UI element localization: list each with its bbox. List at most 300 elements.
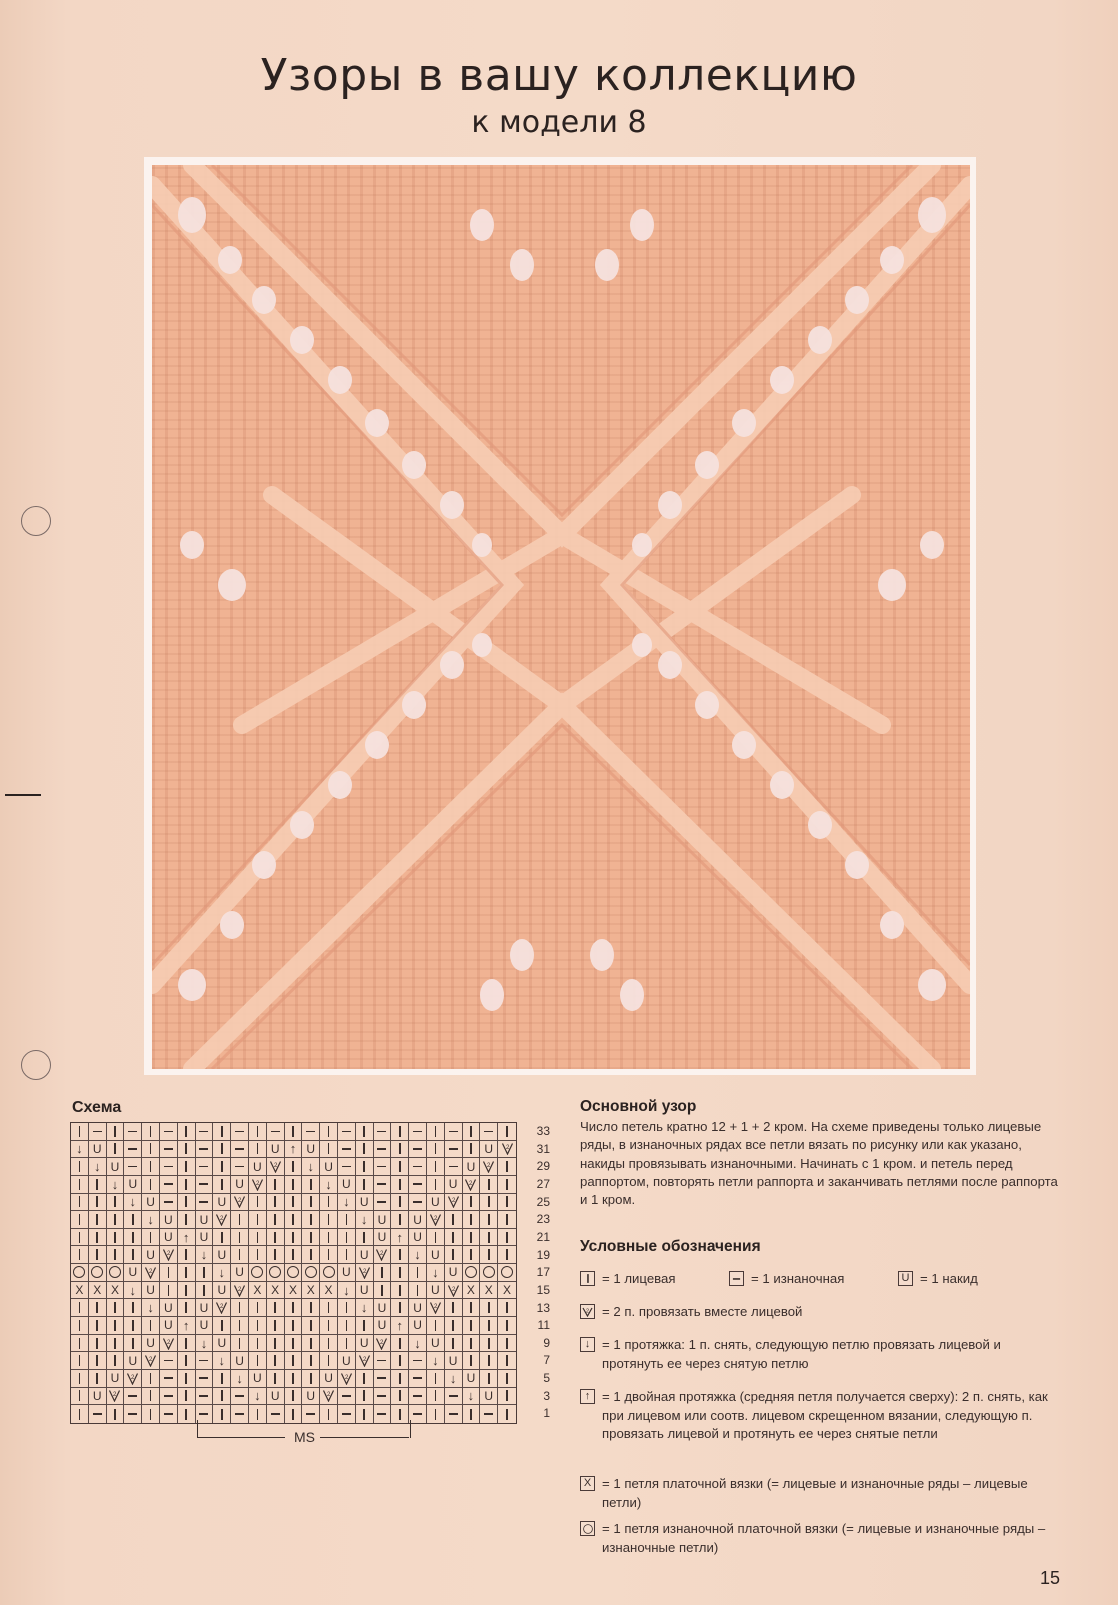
yarn-over-symbol-icon: U [898, 1271, 913, 1286]
knit-stitch-icon [320, 1246, 338, 1264]
yarn-over-icon: U [160, 1229, 178, 1247]
knit-stitch-icon [142, 1229, 160, 1247]
yarn-over-icon: U [374, 1299, 392, 1317]
yarn-over-icon: U [445, 1264, 463, 1282]
x-stitch-icon: X [249, 1282, 267, 1300]
knit-stitch-icon [445, 1211, 463, 1229]
k2tog-icon [356, 1264, 374, 1282]
knit-stitch-icon [71, 1405, 89, 1423]
svg-text:2: 2 [220, 1216, 224, 1223]
k2tog-icon [124, 1370, 142, 1388]
knit-stitch-icon [498, 1229, 516, 1247]
knit-stitch-icon [267, 1370, 285, 1388]
knit-stitch-icon [213, 1370, 231, 1388]
yarn-over-icon: U [320, 1370, 338, 1388]
knit-stitch-icon [178, 1176, 196, 1194]
knit-stitch-icon [445, 1229, 463, 1247]
purl-stitch-icon [409, 1352, 427, 1370]
knit-stitch-icon [498, 1352, 516, 1370]
yarn-over-icon: U [142, 1335, 160, 1353]
purl-stitch-icon [160, 1388, 178, 1406]
k2tog-icon [231, 1194, 249, 1212]
knit-stitch-icon [285, 1176, 303, 1194]
knit-stitch-icon [463, 1141, 481, 1159]
k2tog-icon [445, 1194, 463, 1212]
yarn-over-icon: U [213, 1282, 231, 1300]
purl-stitch-icon [89, 1123, 107, 1141]
knit-stitch-icon [498, 1388, 516, 1406]
knit-stitch-icon [124, 1299, 142, 1317]
knit-stitch-icon [178, 1246, 196, 1264]
knit-stitch-icon [267, 1335, 285, 1353]
arrow-down-icon: ↓ [231, 1370, 249, 1388]
arrow-down-icon: ↓ [249, 1388, 267, 1406]
k2tog-icon [374, 1246, 392, 1264]
row-number: 11 [537, 1318, 550, 1333]
knit-stitch-icon [89, 1352, 107, 1370]
yarn-over-icon: U [213, 1246, 231, 1264]
knit-stitch-icon [374, 1264, 392, 1282]
knit-stitch-icon [213, 1158, 231, 1176]
knit-stitch-icon [338, 1211, 356, 1229]
purl-stitch-icon [231, 1388, 249, 1406]
knit-stitch-icon [391, 1246, 409, 1264]
yarn-over-icon: U [427, 1194, 445, 1212]
knit-stitch-icon [124, 1246, 142, 1264]
knit-stitch-icon [71, 1246, 89, 1264]
x-stitch-icon: X [463, 1282, 481, 1300]
margin-mark [5, 794, 41, 796]
k2tog-icon [463, 1176, 481, 1194]
knit-stitch-icon [178, 1158, 196, 1176]
knit-stitch-icon [356, 1370, 374, 1388]
knit-stitch-icon [302, 1176, 320, 1194]
knit-stitch-icon [463, 1299, 481, 1317]
margin-hole-bottom [21, 1050, 51, 1080]
knit-stitch-icon [480, 1246, 498, 1264]
yarn-over-icon: U [196, 1229, 214, 1247]
row-number: 29 [536, 1159, 550, 1174]
circle-stitch-icon [285, 1264, 303, 1282]
svg-text:2: 2 [451, 1286, 455, 1293]
x-symbol-icon: X [580, 1476, 595, 1491]
knit-stitch-icon [338, 1299, 356, 1317]
knit-stitch-icon [285, 1194, 303, 1212]
svg-text:2: 2 [380, 1251, 384, 1258]
circle-stitch-icon [463, 1264, 481, 1282]
k2tog-icon [267, 1158, 285, 1176]
knit-stitch-icon [480, 1229, 498, 1247]
knit-stitch-icon [249, 1229, 267, 1247]
knit-stitch-icon [213, 1176, 231, 1194]
row-number: 13 [536, 1300, 550, 1315]
row-number: 17 [536, 1265, 550, 1280]
knit-stitch-icon [249, 1194, 267, 1212]
arrow-down-icon: ↓ [89, 1158, 107, 1176]
k2tog-symbol-icon [580, 1304, 595, 1319]
yarn-over-icon: U [231, 1264, 249, 1282]
knit-stitch-icon [391, 1158, 409, 1176]
repeat-label: MS [294, 1429, 315, 1445]
legend-text: = 1 протяжка: 1 п. снять, следующую петлю провязать лицевой и протянуть ее через снятую петлю [602, 1337, 1001, 1371]
purl-stitch-icon [445, 1123, 463, 1141]
yarn-over-icon: U [124, 1352, 142, 1370]
knit-stitch-icon [445, 1299, 463, 1317]
purl-stitch-icon [338, 1158, 356, 1176]
knit-stitch-icon [285, 1388, 303, 1406]
knit-stitch-icon [142, 1158, 160, 1176]
arrow-down-icon: ↓ [124, 1282, 142, 1300]
knit-stitch-icon [71, 1158, 89, 1176]
knit-stitch-icon [249, 1246, 267, 1264]
svg-text:2: 2 [487, 1163, 491, 1170]
arrow-down-icon: ↓ [302, 1158, 320, 1176]
knit-stitch-icon [302, 1299, 320, 1317]
knit-stitch-icon [427, 1388, 445, 1406]
svg-text:2: 2 [362, 1268, 366, 1275]
knit-stitch-icon [391, 1352, 409, 1370]
arrow-down-icon: ↓ [338, 1194, 356, 1212]
arrow-up-icon: ↑ [391, 1317, 409, 1335]
knit-stitch-icon [480, 1299, 498, 1317]
knit-stitch-icon [71, 1388, 89, 1406]
knit-stitch-icon [249, 1352, 267, 1370]
purl-stitch-icon [160, 1123, 178, 1141]
knit-stitch-icon [142, 1317, 160, 1335]
repeat-bracket-line-right [320, 1437, 409, 1438]
circle-stitch-icon [480, 1264, 498, 1282]
purl-stitch-icon [409, 1176, 427, 1194]
legend-title: Условные обозначения [580, 1238, 761, 1255]
knitting-chart-grid [70, 1122, 517, 1424]
svg-text:2: 2 [238, 1286, 242, 1293]
x-stitch-icon: X [107, 1282, 125, 1300]
knit-stitch-icon [107, 1123, 125, 1141]
yarn-over-icon: U [463, 1158, 481, 1176]
knit-stitch-icon [285, 1335, 303, 1353]
k2tog-icon [445, 1282, 463, 1300]
knit-stitch-icon [71, 1317, 89, 1335]
arrow-up-icon: ↑ [391, 1229, 409, 1247]
circle-symbol-icon [580, 1521, 595, 1536]
knit-stitch-icon [142, 1123, 160, 1141]
knit-stitch-icon [285, 1158, 303, 1176]
knit-swatch-photo [152, 165, 970, 1069]
knit-stitch-icon [107, 1299, 125, 1317]
knit-stitch-icon [285, 1229, 303, 1247]
purl-stitch-icon [409, 1123, 427, 1141]
arrow-up-icon: ↑ [178, 1229, 196, 1247]
knit-stitch-icon [480, 1211, 498, 1229]
knit-stitch-icon [178, 1194, 196, 1212]
knit-stitch-icon [356, 1317, 374, 1335]
purl-stitch-icon [124, 1141, 142, 1159]
yarn-over-icon: U [445, 1352, 463, 1370]
knit-stitch-icon [427, 1229, 445, 1247]
yarn-over-icon: U [142, 1194, 160, 1212]
purl-stitch-icon [196, 1141, 214, 1159]
knit-stitch-icon [338, 1335, 356, 1353]
knit-stitch-icon [285, 1317, 303, 1335]
arrow-down-icon: ↓ [320, 1176, 338, 1194]
knit-stitch-icon [320, 1194, 338, 1212]
knit-stitch-icon [285, 1352, 303, 1370]
purl-stitch-icon [231, 1123, 249, 1141]
yarn-over-icon: U [338, 1352, 356, 1370]
knit-stitch-icon [338, 1317, 356, 1335]
knit-stitch-icon [178, 1141, 196, 1159]
knit-stitch-icon [480, 1370, 498, 1388]
arrow-up-icon: ↑ [285, 1141, 303, 1159]
row-number: 15 [536, 1282, 550, 1297]
knit-stitch-icon [249, 1211, 267, 1229]
row-number: 3 [543, 1388, 550, 1403]
arrow-up-icon: ↑ [580, 1389, 595, 1404]
k2tog-icon [338, 1370, 356, 1388]
knit-stitch-icon [480, 1194, 498, 1212]
knit-stitch-icon [463, 1352, 481, 1370]
purl-stitch-icon [374, 1176, 392, 1194]
knit-stitch-icon [391, 1370, 409, 1388]
yarn-over-icon: U [427, 1246, 445, 1264]
purl-stitch-icon [374, 1388, 392, 1406]
row-number: 27 [536, 1176, 550, 1191]
knit-stitch-icon [107, 1246, 125, 1264]
purl-stitch-icon [480, 1405, 498, 1423]
knit-stitch-icon [231, 1211, 249, 1229]
row-number: 9 [543, 1335, 550, 1350]
knit-stitch-icon [178, 1352, 196, 1370]
purl-stitch-icon [409, 1388, 427, 1406]
yarn-over-icon: U [320, 1158, 338, 1176]
knit-stitch-icon [231, 1246, 249, 1264]
row-number: 31 [536, 1141, 550, 1156]
svg-text:2: 2 [131, 1374, 135, 1381]
knit-stitch-icon [142, 1370, 160, 1388]
knit-stitch-icon [249, 1123, 267, 1141]
knit-stitch-icon [285, 1370, 303, 1388]
yarn-over-icon: U [160, 1299, 178, 1317]
legend-text: = 1 петля изнаночной платочной вязки (= лицевые и изнаночные ряды – изнаночные петли) [602, 1521, 1046, 1555]
k2tog-icon [498, 1141, 516, 1159]
knit-stitch-icon [71, 1299, 89, 1317]
k2tog-icon [249, 1176, 267, 1194]
x-stitch-icon: X [267, 1282, 285, 1300]
yarn-over-icon: U [89, 1388, 107, 1406]
yarn-over-icon: U [356, 1282, 374, 1300]
purl-stitch-icon [196, 1123, 214, 1141]
yarn-over-icon: U [356, 1194, 374, 1212]
knit-stitch-icon [249, 1299, 267, 1317]
yarn-over-icon: U [445, 1176, 463, 1194]
knit-stitch-icon [267, 1299, 285, 1317]
knit-stitch-icon [391, 1176, 409, 1194]
purl-stitch-icon [409, 1370, 427, 1388]
k2tog-icon [356, 1352, 374, 1370]
knit-stitch-icon [391, 1299, 409, 1317]
k2tog-icon [213, 1299, 231, 1317]
svg-text:2: 2 [149, 1268, 153, 1275]
knit-stitch-icon [89, 1229, 107, 1247]
knit-stitch-icon [463, 1405, 481, 1423]
yarn-over-icon: U [356, 1246, 374, 1264]
knit-stitch-icon [71, 1123, 89, 1141]
knit-stitch-icon [249, 1141, 267, 1159]
knit-stitch-icon [267, 1211, 285, 1229]
k2tog-icon [142, 1352, 160, 1370]
knit-stitch-icon [124, 1211, 142, 1229]
knit-stitch-icon [196, 1282, 214, 1300]
knit-stitch-icon [89, 1370, 107, 1388]
purl-stitch-icon [196, 1176, 214, 1194]
k2tog-icon [160, 1246, 178, 1264]
yarn-over-icon: U [338, 1176, 356, 1194]
purl-stitch-icon [160, 1352, 178, 1370]
knit-stitch-icon [107, 1229, 125, 1247]
purl-stitch-icon [409, 1405, 427, 1423]
purl-stitch-icon [409, 1141, 427, 1159]
arrow-down-icon: ↓ [142, 1299, 160, 1317]
knit-stitch-icon [498, 1317, 516, 1335]
knit-stitch-icon [374, 1282, 392, 1300]
knit-stitch-icon [71, 1352, 89, 1370]
svg-text:2: 2 [166, 1251, 171, 1258]
knit-stitch-icon [427, 1405, 445, 1423]
row-number: 1 [543, 1406, 550, 1421]
knit-stitch-icon [463, 1246, 481, 1264]
knit-stitch-icon [71, 1229, 89, 1247]
svg-text:2: 2 [362, 1357, 366, 1364]
knit-stitch-icon [267, 1246, 285, 1264]
purl-stitch-icon [196, 1158, 214, 1176]
knit-stitch-icon [107, 1352, 125, 1370]
arrow-down-icon: ↓ [107, 1176, 125, 1194]
svg-text:2: 2 [238, 1198, 242, 1205]
knit-stitch-icon [213, 1123, 231, 1141]
purl-stitch-icon [445, 1388, 463, 1406]
knit-stitch-icon [302, 1229, 320, 1247]
knit-stitch-icon [302, 1335, 320, 1353]
knit-stitch-icon [302, 1352, 320, 1370]
arrow-down-icon: ↓ [213, 1352, 231, 1370]
circle-stitch-icon [107, 1264, 125, 1282]
knit-stitch-icon [391, 1211, 409, 1229]
purl-stitch-icon [160, 1370, 178, 1388]
knit-stitch-icon [160, 1282, 178, 1300]
knit-stitch-icon [445, 1335, 463, 1353]
svg-text:2: 2 [469, 1180, 473, 1187]
knit-stitch-icon [267, 1194, 285, 1212]
arrow-down-icon: ↓ [445, 1370, 463, 1388]
purl-stitch-icon [196, 1370, 214, 1388]
purl-stitch-icon [374, 1370, 392, 1388]
purl-stitch-icon [196, 1194, 214, 1212]
yarn-over-icon: U [196, 1317, 214, 1335]
purl-stitch-icon [124, 1388, 142, 1406]
purl-stitch-icon [409, 1194, 427, 1212]
knit-stitch-icon [267, 1229, 285, 1247]
knit-stitch-icon [302, 1194, 320, 1212]
knit-stitch-icon [267, 1317, 285, 1335]
knit-stitch-icon [89, 1176, 107, 1194]
knit-stitch-icon [356, 1123, 374, 1141]
knit-stitch-icon [302, 1370, 320, 1388]
knit-stitch-icon [249, 1317, 267, 1335]
margin-hole-top [21, 506, 51, 536]
knit-stitch-icon [302, 1211, 320, 1229]
arrow-down-icon: ↓ [427, 1352, 445, 1370]
knit-stitch-icon [107, 1211, 125, 1229]
row-number: 5 [543, 1371, 550, 1386]
svg-text:2: 2 [380, 1339, 384, 1346]
knit-stitch-icon [498, 1370, 516, 1388]
knit-stitch-icon [302, 1246, 320, 1264]
svg-text:2: 2 [451, 1198, 455, 1205]
knit-stitch-icon [231, 1335, 249, 1353]
knit-stitch-icon [71, 1370, 89, 1388]
purl-stitch-icon [445, 1141, 463, 1159]
yarn-over-icon: U [124, 1176, 142, 1194]
knit-symbol-icon [580, 1271, 595, 1286]
schema-title: Схема [72, 1099, 122, 1116]
knit-stitch-icon [124, 1317, 142, 1335]
k2tog-icon [480, 1158, 498, 1176]
knit-stitch-icon [480, 1352, 498, 1370]
knit-stitch-icon [178, 1405, 196, 1423]
knit-stitch-icon [107, 1317, 125, 1335]
knit-stitch-icon [267, 1176, 285, 1194]
knit-stitch-icon [142, 1176, 160, 1194]
svg-text:2: 2 [255, 1180, 260, 1187]
knit-stitch-icon [427, 1158, 445, 1176]
knit-stitch-icon [338, 1229, 356, 1247]
k2tog-icon [107, 1388, 125, 1406]
yarn-over-icon: U [231, 1352, 249, 1370]
k2tog-icon [427, 1299, 445, 1317]
knit-stitch-icon [480, 1317, 498, 1335]
knit-stitch-icon [231, 1229, 249, 1247]
knit-stitch-icon [320, 1352, 338, 1370]
repeat-bracket-line-left [197, 1437, 285, 1438]
knit-stitch-icon [142, 1405, 160, 1423]
knit-stitch-icon [107, 1405, 125, 1423]
knit-stitch-icon [89, 1317, 107, 1335]
knit-stitch-icon [71, 1176, 89, 1194]
circle-stitch-icon [89, 1264, 107, 1282]
purl-stitch-icon [445, 1405, 463, 1423]
knit-stitch-icon [178, 1211, 196, 1229]
main-pattern-text: Число петель кратно 12 + 1 + 2 кром. На схеме приведены только лицевые ряды, в изнаночных рядах все петли вязать по рисунку или как указано, накиды провязывать изнаночными. Начинать с 1 кром. и петель перед раппортом, повторять петли раппорта и заканчивать петлями после раппорта и 1 кром. [580, 1119, 1058, 1208]
arrow-down-icon: ↓ [409, 1246, 427, 1264]
knit-stitch-icon [391, 1282, 409, 1300]
yarn-over-icon: U [213, 1335, 231, 1353]
yarn-over-icon: U [409, 1299, 427, 1317]
knit-stitch-icon [445, 1317, 463, 1335]
knit-stitch-icon [498, 1158, 516, 1176]
knit-stitch-icon [249, 1335, 267, 1353]
knit-stitch-icon [267, 1352, 285, 1370]
yarn-over-icon: U [249, 1370, 267, 1388]
knit-stitch-icon [285, 1246, 303, 1264]
purl-stitch-icon [374, 1352, 392, 1370]
yarn-over-icon: U [107, 1370, 125, 1388]
legend-text: = 1 изнаночная [751, 1271, 845, 1286]
knit-stitch-icon [285, 1299, 303, 1317]
knit-stitch-icon [463, 1317, 481, 1335]
knit-stitch-icon [320, 1123, 338, 1141]
knit-stitch-icon [178, 1370, 196, 1388]
yarn-over-icon: U [142, 1246, 160, 1264]
